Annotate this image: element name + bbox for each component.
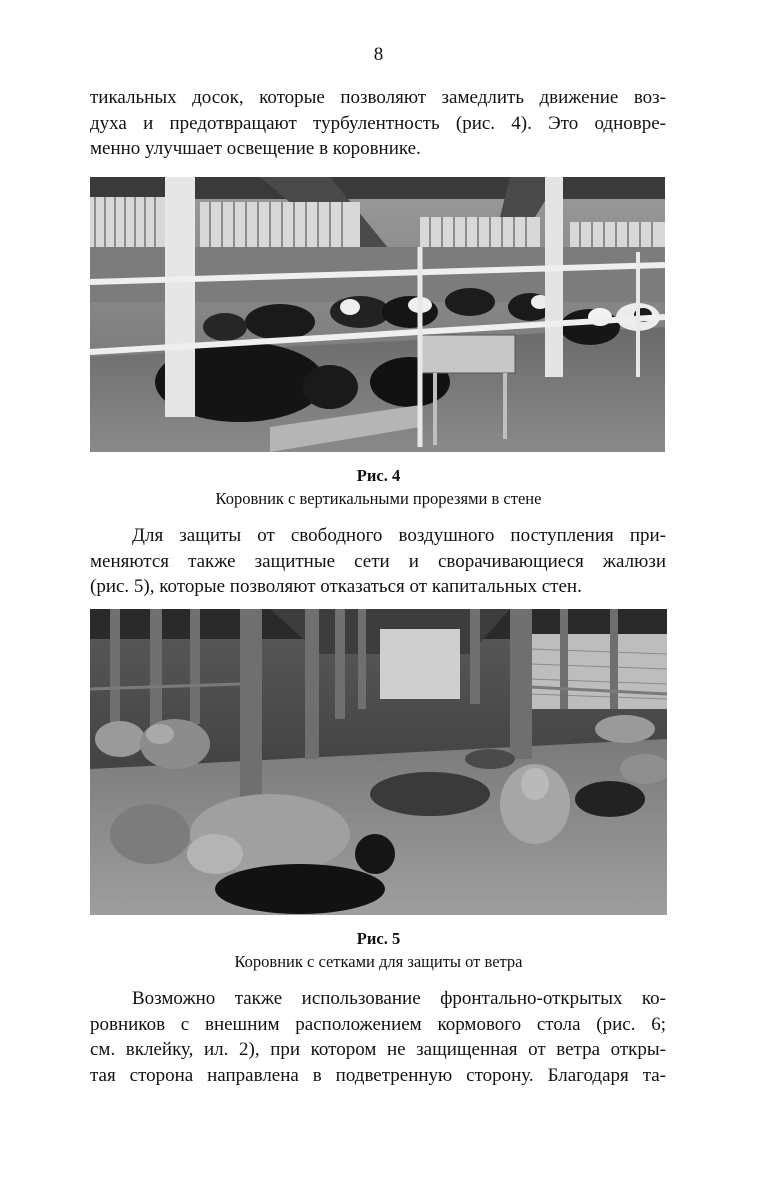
paragraph-1-line: духа и предотвращают турбулентность (рис. 4). Это одновре- (90, 112, 666, 134)
figure-5-caption: Коровник с сетками для защиты от ветра (234, 952, 523, 971)
paragraph-3-line: тая сторона направлена в подветренную сторону. Благодаря та- (90, 1064, 666, 1086)
figure-5-title: Рис. 5 (356, 929, 401, 948)
figure-4-photo (90, 177, 665, 452)
paragraph-3-line: ровников с внешним расположением кормового стола (рис. 6; (90, 1013, 666, 1035)
paragraph-3-line: Возможно также использование фронтально-открытых ко- (132, 988, 666, 1009)
paragraph-3 (90, 986, 666, 1088)
figure-4-caption: Коровник с вертикальными прорезями в стене (215, 489, 542, 508)
paragraph-1 (90, 85, 666, 162)
paragraph-2-line: Для защиты от свободного воздушного поступления при- (132, 525, 666, 546)
paragraph-3-line: см. вклейку, ил. 2), при котором не защищенная от ветра откры- (90, 1039, 666, 1060)
paragraph-2 (90, 523, 666, 600)
page-number: 8 (373, 44, 384, 65)
figure-5-photo (90, 609, 667, 915)
paragraph-2-line: (рис. 5), которые позволяют отказаться от капитальных стен. (90, 576, 582, 597)
paragraph-1-line: менно улучшает освещение в коровнике. (90, 138, 421, 159)
figure-4-title: Рис. 4 (356, 466, 401, 485)
paragraph-2-line: меняются также защитные сети и сворачивающиеся жалюзи (90, 550, 666, 572)
paragraph-1-line: тикальных досок, которые позволяют замедлить движение воз- (90, 87, 666, 108)
